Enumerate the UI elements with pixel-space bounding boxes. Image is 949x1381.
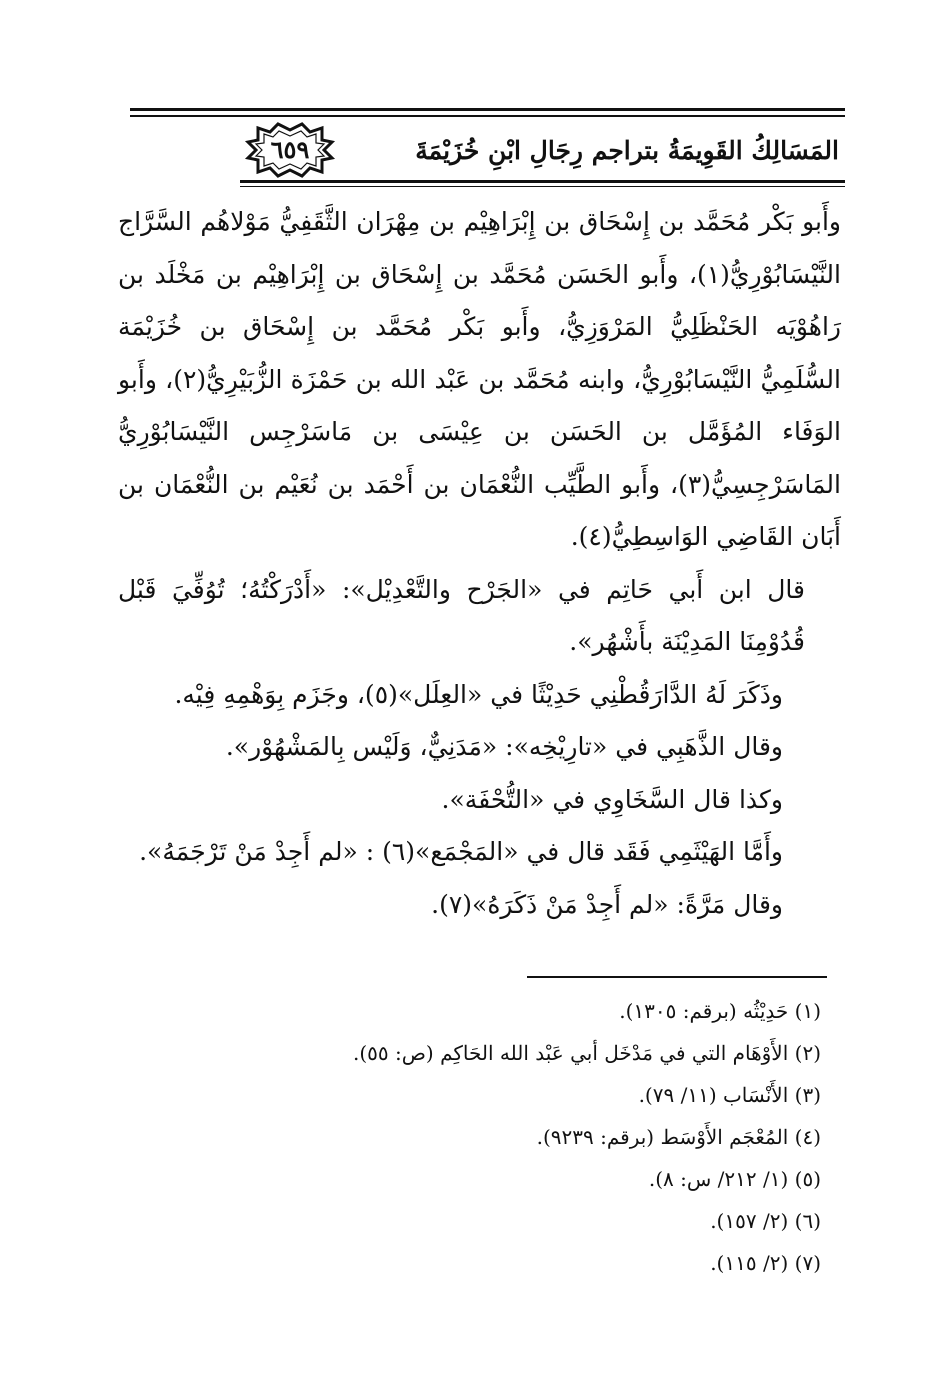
text-line: وأَمَّا الهَيْثَمِي فَقَد قال في «المَجْمَع»(٦) : «لم أَجِدْ مَنْ تَرْجَمَهُ». [139, 837, 783, 866]
header-rule-bottom-thin [240, 186, 845, 187]
paragraph: وأَبو بَكْر مُحَمَّد بن إِسْحَاق بن إِبْرَاهِيْم بن مِهْرَان الثَّقَفِيُّ مَوْلاهُم السَّرَّاج النَّيْسَابُوْرِيُّ(١)، وأَبو الحَسَن مُحَمَّد بن إِسْحَاق بن إِبْرَاهِيْم بن مَخْلَد بن رَاهُوْيَه الحَنْظَلِيُّ المَرْوَزِيُّ، وأَبو بَكْر مُحَمَّد بن إِسْحَاق بن خُزَيْمَة السُّلَمِيُّ النَّيْسَابُوْرِيُّ، وابنه مُحَمَّد بن عَبْد الله بن حَمْزَة الزُّبَيْرِيُّ(٢)، وأَبو الوَفَاء المُؤَمَّل بن الحَسَن بن عِيْسَى بن مَاسَرْجِس النَّيْسَابُوْرِيُّ المَاسَرْجِسِيُّ(٣)، وأَبو الطَّيِّب النُّعْمَان بن أَحْمَد بن نُعَيْم بن النُّعْمَان بن أَبَان القَاضِي الوَاسِطِيُّ(٤). [118, 207, 841, 551]
header-rule-top [130, 108, 845, 111]
paragraph: قال ابن أَبي حَاتِم في «الجَرْح والتَّعْدِيْل»: «أَدْرَكْتُهُ؛ تُوُفِّيَ قَبْل قُدُوْمِنَا المَدِيْنَة بأَشْهُر». [118, 574, 805, 656]
footnote: (٢) الأَوْهَام التي في مَدْخَل أبي عَبْد الله الحَاكِم (ص: ٥٥). [352, 1041, 821, 1065]
text-line: وقال مَرَّةً: «لم أَجِدْ مَنْ ذَكَرَهُ»(٧). [431, 889, 783, 919]
footnote-separator [527, 976, 827, 978]
page-number: ٦٥٩ [270, 135, 310, 164]
footnote: (١) حَدِيْثُه (برقم: ١٣٠٥). [619, 999, 821, 1023]
text-line: وقال الذَّهَبِي في «تارِيْخِه»: «مَدَنِيٌّ، وَلَيْس بِالمَشْهُوْر». [225, 732, 783, 761]
footnote: (٥) (١/ ٢١٢/ س: ٨). [648, 1167, 821, 1191]
text-line: وكذا قال السَّخَاوِي في «التُّحْفَة». [441, 784, 783, 814]
text-line: وذَكَرَ لَهُ الدَّارَقُطْنِي حَدِيْثًا في «العِلَل»(٥)، وجَزَم بِوَهْمِهِ فِيْه. [174, 679, 783, 709]
page-number-badge [244, 122, 336, 178]
footnote: (٣) الأَنْسَاب (١١/ ٧٩). [638, 1083, 821, 1107]
footnotes [200, 990, 821, 1284]
running-title: المَسَالِكُ القَوِيمَةُ بتراجم رِجَالِ ابْنِ خُزَيْمَةَ [415, 136, 839, 165]
footnote: (٧) (٢/ ١١٥). [710, 1251, 821, 1275]
header-rule-top-thin [130, 115, 845, 117]
main-text [118, 196, 841, 931]
footnote: (٤) المُعْجَم الأَوْسَط (برقم: ٩٢٣٩). [536, 1125, 821, 1149]
footnote: (٦) (٢/ ١٥٧). [710, 1209, 821, 1233]
header-rule-bottom [240, 180, 845, 183]
